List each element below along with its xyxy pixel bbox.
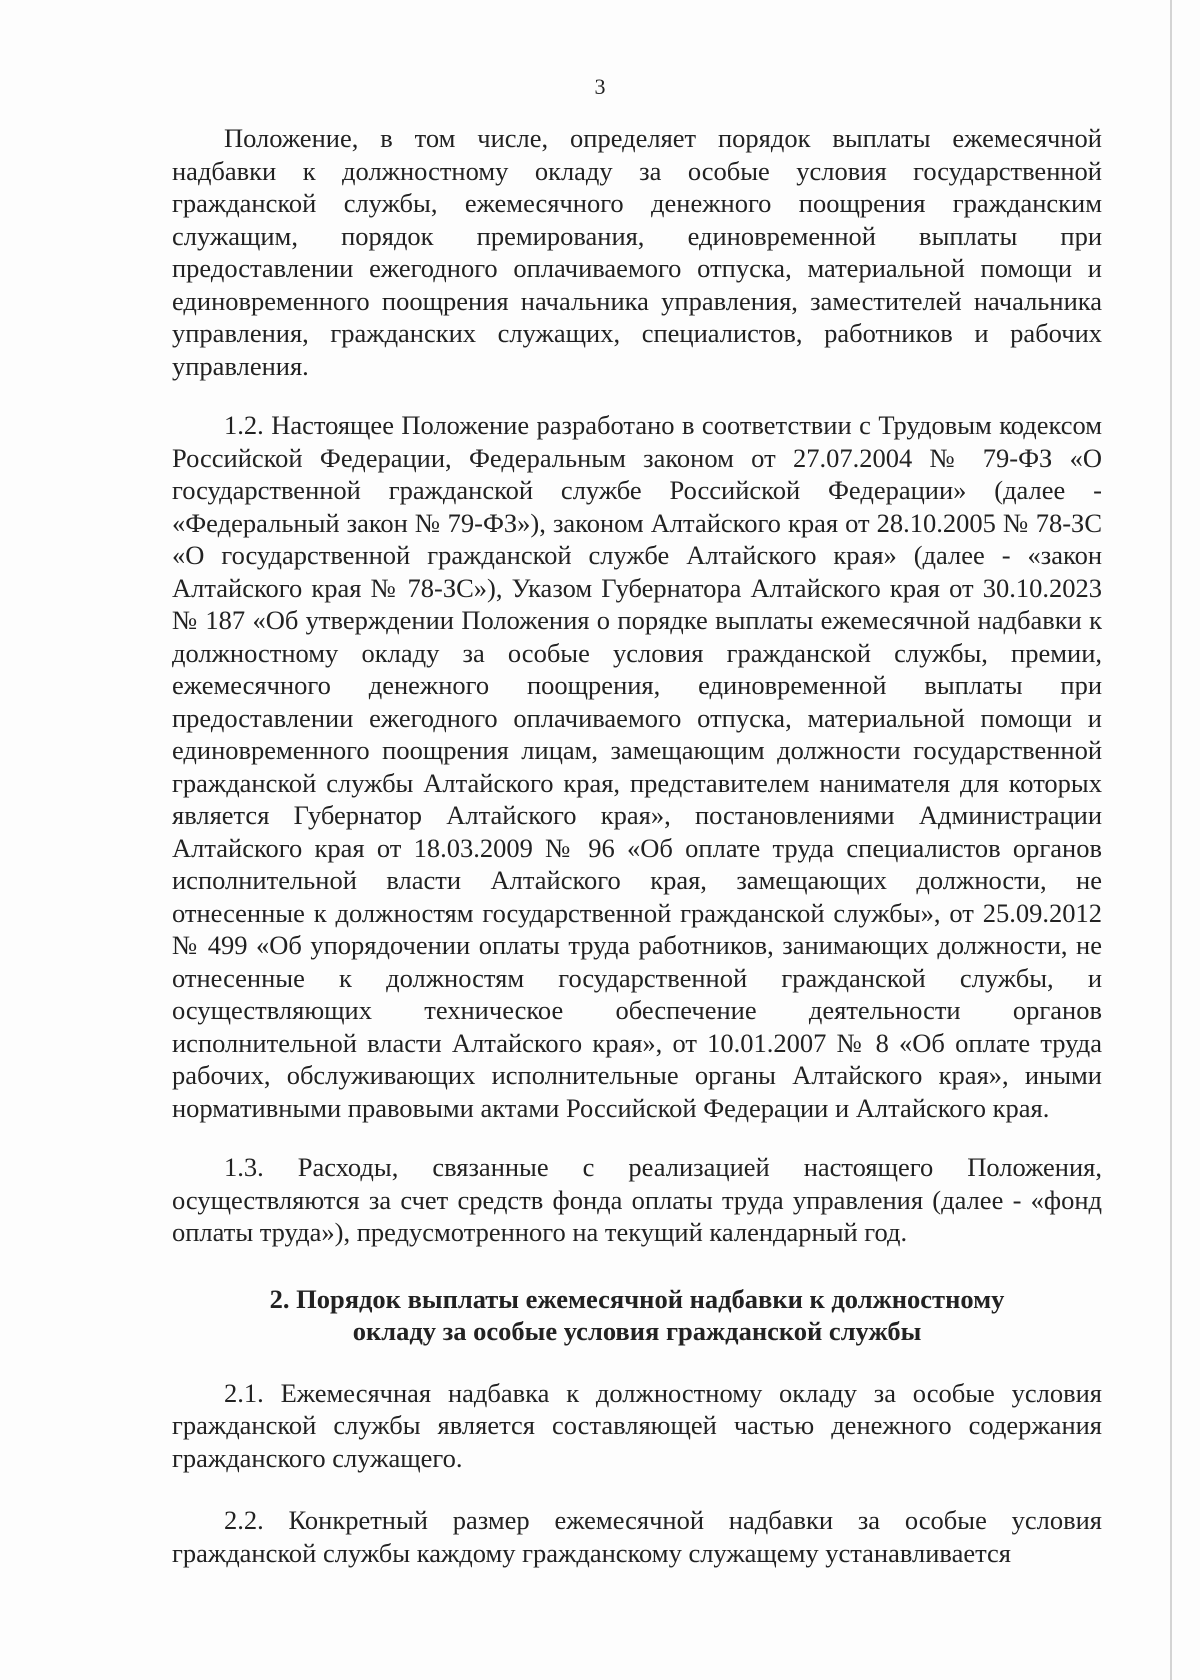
paragraph-intro: Положение, в том числе, определяет порядок выплаты ежемесячной надбавки к должностному окладу за особые условия государственной гражданской службы, ежемесячного денежного поощрения гражданским служащим, порядок премирования, единовременной выплаты при предоставлении ежегодного оплачиваемого отпуска, материальной помощи и единовременного поощрения начальника управления, заместителей начальника управления, гражданских служащих, специалистов, работников и рабочих управления. (172, 123, 1102, 381)
section-heading-line-1: 2. Порядок выплаты ежемесячной надбавки к должностному (269, 1283, 1005, 1314)
paragraph-2-1: 2.1. Ежемесячная надбавка к должностному окладу за особые условия гражданской службы является составляющей частью денежного содержания гражданского служащего. (172, 1377, 1102, 1473)
paragraph-1-3: 1.3. Расходы, связанные с реализацией настоящего Положения, осуществляются за счет средств фонда оплаты труда управления (далее - «фонд оплаты труда»), предусмотренного на текущий календарный год. (172, 1152, 1102, 1247)
section-heading-line-2: окладу за особые условия гражданской службы (352, 1315, 922, 1346)
scan-edge-line (1170, 0, 1172, 1680)
paragraph-1-2: 1.2. Настоящее Положение разработано в соответствии с Трудовым кодексом Российской Федерации, Федеральным законом от 27.07.2004 № 79-ФЗ «О государственной гражданской службе Российской Федерации» (далее - «Федеральный закон № 79-ФЗ»), законом Алтайского края от 28.10.2005 № 78-ЗС «О государственной гражданской службе Алтайского края» (далее - «закон Алтайского края № 78-ЗС»), Указом Губернатора Алтайского края от 30.10.2023 № 187 «Об утверждении Положения о порядке выплаты ежемесячной надбавки к должностному окладу за особые условия гражданской службы, премии, ежемесячного денежного поощрения, единовременной выплаты при предоставлении ежегодного оплачиваемого отпуска, материальной помощи и единовременного поощрения лицам, замещающим должности государственной гражданской службы Алтайского края, представителем нанимателя для которых является Губернатор Алтайского края», постановлениями Администрации Алтайского края от 18.03.2009 № 96 «Об оплате труда специалистов органов исполнительной власти Алтайского края, замещающих должности, не отнесенные к должностям государственной гражданской службы», от 25.09.2012 № 499 «Об упорядочении оплаты труда работников, занимающих должности, не отнесенные к должностям государственной гражданской службы, и осуществляющих техническое обеспечение деятельности органов исполнительной власти Алтайского края», от 10.01.2007 № 8 «Об оплате труда рабочих, обслуживающих исполнительные органы Алтайского края», иными нормативными правовыми актами Российской Федерации и Алтайского края. (172, 410, 1102, 1123)
page-number: 3 (594, 74, 606, 99)
section-heading (172, 1283, 1102, 1347)
paragraph-2-2: 2.2. Конкретный размер ежемесячной надбавки за особые условия гражданской службы каждому гражданскому служащему устанавливается (172, 1505, 1102, 1568)
document-body (172, 122, 1102, 1569)
